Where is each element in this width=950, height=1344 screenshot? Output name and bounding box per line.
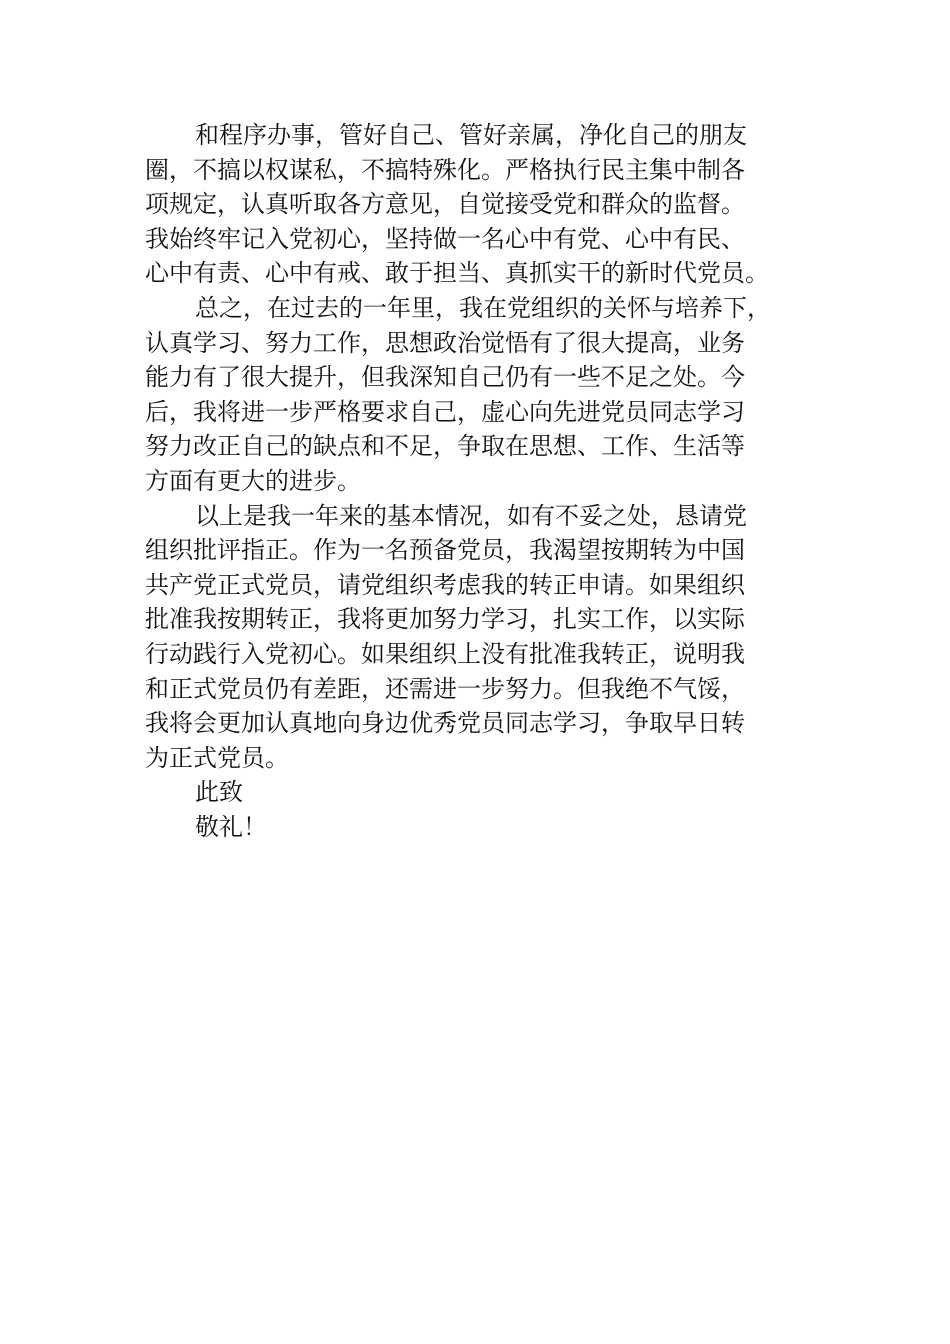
closing-salutation: 此致	[195, 778, 243, 807]
document-body	[145, 118, 815, 844]
text-line: 和程序办事，管好自己、管好亲属，净化自己的朋友	[195, 121, 747, 149]
text-line: 为正式党员。	[145, 743, 289, 772]
text-line: 努力改正自己的缺点和不足，争取在思想、工作、生活等	[145, 432, 745, 461]
text-line: 和正式党员仍有差距，还需进一步努力。但我绝不气馁，	[145, 674, 745, 703]
text-line: 总之，在过去的一年里，我在党组织的关怀与培养下，	[195, 293, 771, 322]
text-line: 共产党正式党员，请党组织考虑我的转正申请。如果组织	[145, 570, 745, 599]
text-line: 后，我将进一步严格要求自己，虚心向先进党员同志学习	[145, 397, 745, 426]
text-line: 认真学习、努力工作，思想政治觉悟有了很大提高，业务	[145, 328, 745, 357]
text-line: 行动践行入党初心。如果组织上没有批准我转正，说明我	[145, 639, 745, 668]
text-line: 心中有责、心中有戒、敢于担当、真抓实干的新时代党员。	[145, 259, 769, 288]
text-line: 圈，不搞以权谋私，不搞特殊化。严格执行民主集中制各	[145, 155, 745, 184]
text-line: 方面有更大的进步。	[145, 466, 361, 495]
text-line: 以上是我一年来的基本情况，如有不妥之处，恳请党	[195, 501, 747, 530]
text-line: 能力有了很大提升，但我深知自己仍有一些不足之处。今	[145, 363, 745, 392]
text-line: 我将会更加认真地向身边优秀党员同志学习，争取早日转	[145, 709, 745, 738]
text-line: 组织批评指正。作为一名预备党员，我渴望按期转为中国	[145, 536, 745, 565]
closing-regards: 敬礼！	[195, 812, 267, 841]
text-line: 项规定，认真听取各方意见，自觉接受党和群众的监督。	[145, 190, 745, 219]
text-line: 我始终牢记入党初心，坚持做一名心中有党、心中有民、	[145, 224, 745, 253]
text-line: 批准我按期转正，我将更加努力学习，扎实工作，以实际	[145, 605, 745, 634]
